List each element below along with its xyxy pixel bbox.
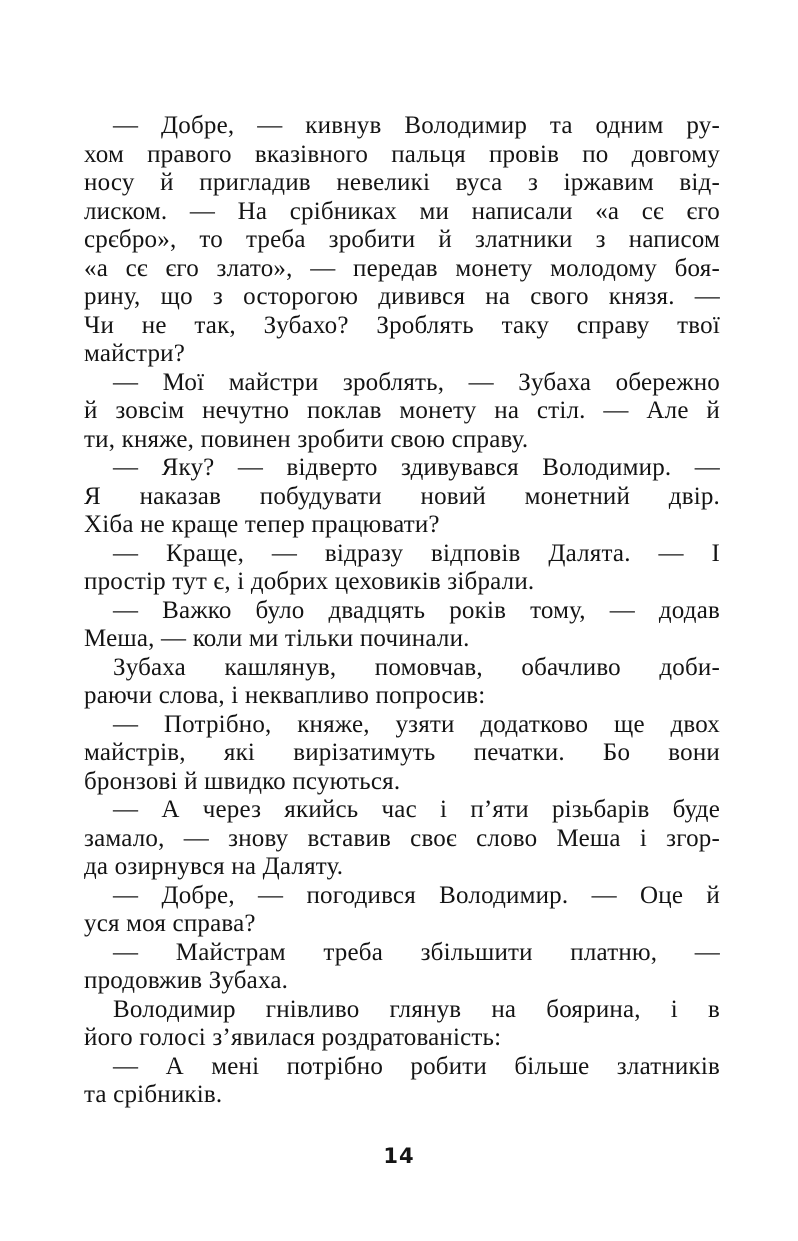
text-line: — Яку? — відверто здивувався Володимир. — [113, 454, 720, 481]
text-line: — Краще, — відразу відповів Далята. — І [113, 539, 720, 567]
text-line: його голосі з’явилася роздратованість: [84, 1024, 502, 1051]
text-line: — Добре, — кивнув Володимир та одним ру- [113, 112, 720, 139]
text-line: носу й пригладив невеликі вуса з іржавим від- [84, 169, 720, 196]
text-line: рину, що з осторогою дивився на свого князя. — [84, 283, 720, 310]
text-line: — А мені потрібно робити більше златників [113, 1052, 720, 1080]
page-number: 14 [383, 1144, 415, 1168]
paragraph [84, 112, 720, 369]
text-line: — А через якийсь час і п’яти різьбарів буде [113, 796, 720, 823]
text-line: Меша, — коли ми тільки починали. [84, 625, 470, 652]
text-line: — Майстрам треба збільшити платню, — [113, 938, 720, 966]
text-line: — Мої майстри зроблять, — Зубаха обережно [113, 368, 720, 396]
text-line: — Важко було двадцять років тому, — додав [113, 596, 720, 624]
text-line: майстрів, які вирізатимуть печатки. Бо вони [84, 739, 720, 766]
text-line: Зубаха кашлянув, помовчав, обачливо доби- [113, 653, 720, 681]
paragraph [84, 597, 720, 654]
paragraph [84, 654, 720, 711]
text-line: майстри? [84, 340, 186, 367]
paragraph [84, 796, 720, 882]
text-line: уся моя справа? [84, 910, 256, 937]
text-line: — Добре, — погодився Володимир. — Оце й [113, 881, 720, 909]
text-line: да озирнувся на Даляту. [84, 853, 344, 880]
text-line: Я наказав побудувати новий монетний двір. [84, 482, 720, 510]
paragraph [84, 882, 720, 939]
text-line: Володимир гнівливо глянув на боярина, і в [113, 995, 720, 1023]
text-line: раючи слова, і неквапливо попросив: [84, 682, 486, 709]
text-line: простір тут є, і добрих цеховиків зібрали. [84, 568, 535, 595]
text-line: Хіба не краще тепер працювати? [84, 511, 440, 538]
text-block [84, 112, 720, 1110]
text-line: Чи не так, Зубахо? Зроблять таку справу твої [84, 311, 720, 339]
paragraph [84, 939, 720, 996]
text-line: — Потрібно, княже, узяти додатково ще двох [113, 710, 720, 738]
paragraph [84, 369, 720, 455]
text-line: замало, — знову вставив своє слово Меша і згор- [84, 824, 720, 852]
text-line: лиском. — На срібниках ми написали «а сє єго [84, 197, 720, 225]
paragraph [84, 711, 720, 797]
paragraph [84, 454, 720, 540]
text-line: продовжив Зубаха. [84, 967, 289, 994]
paragraph [84, 540, 720, 597]
text-line: та срібників. [84, 1081, 223, 1108]
text-line: срєбро», то треба зробити й златники з написом [84, 226, 720, 253]
paragraph [84, 1053, 720, 1110]
text-line: й зовсім нечутно поклав монету на стіл. — Але й [84, 397, 720, 424]
text-line: бронзові й швидко псуються. [84, 767, 401, 795]
paragraph [84, 996, 720, 1053]
text-line: хом правого вказівного пальця провів по довгому [84, 140, 720, 168]
text-line: ти, княже, повинен зробити свою справу. [84, 425, 529, 453]
text-line: «а сє єго злато», — передав монету молодому боя- [84, 254, 720, 282]
